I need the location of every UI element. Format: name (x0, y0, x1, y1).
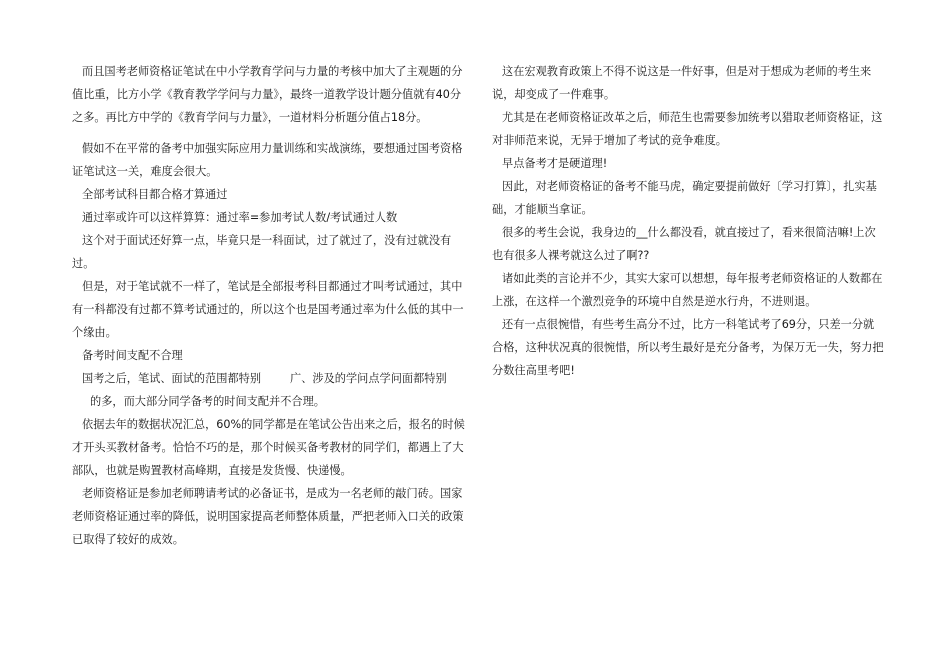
paragraph-interview-pass: 这个对于面试还好算一点，毕竟只是一科面试，过了就过了，没有过就没有过。 (72, 234, 452, 270)
paragraph-subjective-question-weight: 而且国考老师资格证笔试在中小学教育学问与力量的考核中加大了主观题的分值比重，比方小学《教育教学学问与力量》，最终一道教学设计题分值就有40分之多。再比方中学的《教育学问与力量》，一道材料分析题分值占18分。 (72, 65, 463, 124)
paragraph-macro-policy: 这在宏观教育政策上不得不说这是一件好事，但是对于想成为老师的考生来说，却变成了一件难事。 (492, 65, 872, 101)
paragraph-others-passed: 很多的考生会说，我身边的__什么都没看，就直接过了，看来很简洁嘛!上次也有很多人裸考就这么过了啊?? (492, 226, 876, 262)
paragraph-prepare-early: 早点备考才是硬道理! (502, 157, 608, 170)
paragraph-study-plan: 因此，对老师资格证的备考不能马虎，确定要提前做好〔学习打算〕，扎实基础，才能顺当拿证。 (492, 180, 877, 216)
paragraph-practical-training: 假如不在平常的备考中加强实际应用力量训练和实战演练，要想通过国考资格证笔试这一关，难度会很大。 (72, 142, 463, 178)
heading-all-subjects-pass: 全部考试科目都合格才算通过 (82, 188, 228, 201)
heading-prep-time-allocation: 备考时间支配不合理 (82, 349, 183, 362)
paragraph-exam-scope-left: 国考之后，笔试、面试的范围都特别 (82, 372, 262, 385)
paragraph-exam-scope-right: 广、涉及的学问点学问面都特别 (290, 372, 447, 385)
left-column (72, 60, 467, 551)
paragraph-reform-unified-exam: 尤其是在老师资格证改革之后，师范生也需要参加统考以猎取老师资格证，这对非师范来说，无异于增加了考试的竞争难度。 (492, 111, 883, 147)
paragraph-pass-rate-formula: 通过率或许可以这样算算：通过率=参加考试人数/考试通过人数 (82, 211, 398, 224)
paragraph-last-year-data: 依据去年的数据状况汇总，60%的同学都是在笔试公告出来之后，报名的时候才开头买教材备考。恰恰不巧的是，那个时候买备考教材的同学们，都遇上了大部队，也就是购置教材高峰期，直接是发货慢、快递慢。 (72, 418, 465, 477)
paragraph-certificate-importance: 老师资格证是参加老师聘请考试的必备证书，是成为一名老师的敲门砖。国家老师资格证通过率的降低，说明国家提高老师整体质量，严把老师入口关的政策已取得了较好的成效。 (72, 487, 464, 546)
paragraph-exam-scope (72, 367, 467, 390)
paragraph-exam-scope-continuation: 的多，而大部分同学备考的时间支配并不合理。 (90, 395, 325, 408)
paragraph-high-score-fail: 还有一点很惋惜，有些考生高分不过，比方一科笔试考了69分，只差一分就合格，这种状况真的很惋惜，所以考生最好是充分备考，为保万无一失，努力把分数往高里考吧! (492, 318, 884, 377)
right-column (492, 60, 884, 382)
paragraph-competition: 诸如此类的言论并不少，其实大家可以想想，每年报考老师资格证的人数都在上涨，在这样一个激烈竞争的环境中自然是逆水行舟，不进则退。 (492, 272, 883, 308)
paragraph-written-test-pass: 但是，对于笔试就不一样了，笔试是全部报考科目都通过才叫考试通过，其中有一科都没有过都不算考试通过的，所以这个也是国考通过率为什么低的其中一个缘由。 (72, 280, 464, 339)
